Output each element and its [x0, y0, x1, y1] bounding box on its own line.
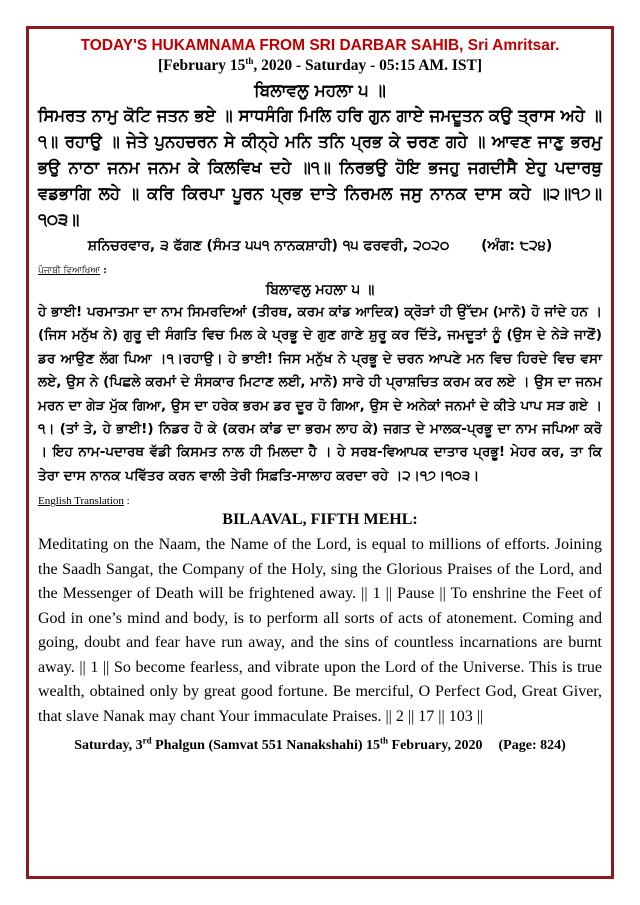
footer-date	[38, 735, 602, 757]
gurmukhi-text: ਸਿਮਰਤ ਨਾਮੁ ਕੋਟਿ ਜਤਨ ਭਏ ॥ ਸਾਧਸੰਗਿ ਮਿਲਿ ਹਰਿ ਗੁਨ ਗਾਏ ਜਮਦੂਤਨ ਕਉ ਤ੍ਰਾਸ ਅਹੇ ॥੧॥ ਰਹਾਉ ॥ ਜੇਤੇ ਪੁਨਹਚਰਨ ਸੇ ਕੀਨ੍ਹੇ ਮਨਿ ਤਨਿ ਪ੍ਰਭ ਕੇ ਚਰਣ ਗਹੇ ॥ ਆਵਣ ਜਾਣੁ ਭਰਮੁ ਭਉ ਨਾਠਾ ਜਨਮ ਜਨਮ ਕੇ ਕਿਲਵਿਖ ਦਹੇ ॥੧॥ ਨਿਰਭਉ ਹੋਇ ਭਜਹੁ ਜਗਦੀਸੈ ਏਹੁ ਪਦਾਰਥੁ ਵਡਭਾਗਿ ਲਹੇ ॥ ਕਰਿ ਕਿਰਪਾ ਪੂਰਨ ਪ੍ਰਭ ਦਾਤੇ ਨਿਰਮਲ ਜਸੁ ਨਾਨਕ ਦਾਸ ਕਹੇ ॥੨॥੧੭॥੧੦੩॥	[38, 106, 602, 229]
date-subtitle-pre: [February 15	[157, 57, 246, 74]
footer-post: February, 2020	[388, 738, 483, 754]
punjabi-label-text: ਪੰਜਾਬੀ ਵਿਆਖਿਆ	[38, 266, 101, 276]
footer-mid: Phalgun (Samvat 551 Nanakshahi) 15	[151, 738, 380, 754]
punjabi-heading: ਬਿਲਾਵਲੁ ਮਹਲਾ ੫ ॥	[265, 282, 375, 298]
punjabi-section-label	[38, 265, 602, 277]
gurmukhi-dateline	[38, 235, 602, 257]
english-translation: Meditating on the Naam, the Name of the Lord, is equal to millions of efforts. Joining the Saadh Sangat, the Company of the Holy, sing the Glorious Praises of the Lord, and the Messenger of Death will be frightened away. || 1 || Pause || To enshrine the Feet of God in one’s mind and body, is to perform all sorts of acts of atonement. Coming and going, doubt and fear have run away, and the sins of countless incarnations are burnt away. || 1 || So become fearless, and vibrate upon the Lord of the Universe. This is true wealth, obtained only by great good fortune. Be merciful, O Perfect God, Great Giver, that slave Nanak may chant Your immaculate Praises. || 2 || 17 || 103 ||	[38, 536, 602, 725]
page-title: TODAY'S HUKAMNAMA FROM SRI DARBAR SAHIB, Sri Amritsar.	[80, 37, 560, 54]
hukamnama-document	[38, 32, 602, 757]
footer-sup2: th	[380, 735, 389, 746]
footer-pre: Saturday, 3	[74, 738, 143, 754]
footer-page-number: (Page: 824)	[498, 738, 566, 754]
gurmukhi-date: ਸ਼ਨਿਚਰਵਾਰ, ੩ ਫੱਗਣ (ਸੰਮਤ ੫੫੧ ਨਾਨਕਸ਼ਾਹੀ) ੧੫ ਫਰਵਰੀ, ੨੦੨੦	[87, 238, 450, 254]
punjabi-label-suffix: :	[100, 266, 107, 276]
english-label-suffix: :	[123, 495, 130, 508]
date-subtitle-sup: th	[245, 55, 254, 66]
gurmukhi-heading: ਬਿਲਾਵਲੁ ਮਹਲਾ ੫ ॥	[254, 81, 386, 101]
punjabi-explanation: ਹੇ ਭਾਈ! ਪਰਮਾਤਮਾ ਦਾ ਨਾਮ ਸਿਮਰਦਿਆਂ (ਤੀਰਥ, ਕਰਮ ਕਾਂਡ ਆਦਿਕ) ਕ੍ਰੋੜਾਂ ਹੀ ਉੱਦਮ (ਮਾਨੋ) ਹੋ ਜਾਂਦੇ ਹਨ । (ਜਿਸ ਮਨੁੱਖ ਨੇ) ਗੁਰੂ ਦੀ ਸੰਗਤਿ ਵਿਚ ਮਿਲ ਕੇ ਪ੍ਰਭੂ ਦੇ ਗੁਣ ਗਾਣੇ ਸ਼ੁਰੂ ਕਰ ਦਿੱਤੇ, ਜਮਦੂਤਾਂ ਨੂੰ (ਉਸ ਦੇ ਨੇੜੇ ਜਾਣੋਂ) ਡਰ ਆਉਣ ਲੱਗ ਪਿਆ ।੧।ਰਹਾਉ। ਹੇ ਭਾਈ! ਜਿਸ ਮਨੁੱਖ ਨੇ ਪ੍ਰਭੂ ਦੇ ਚਰਨ ਆਪਣੇ ਮਨ ਵਿਚ ਹਿਰਦੇ ਵਿਚ ਵਸਾ ਲਏ, ਉਸ ਨੇ (ਪਿਛਲੇ ਕਰਮਾਂ ਦੇ ਸੰਸਕਾਰ ਮਿਟਾਣ ਲਈ, ਮਾਨੋ) ਸਾਰੇ ਹੀ ਪ੍ਰਾਸ਼ਚਿਤ ਕਰਮ ਕਰ ਲਏ । ਉਸ ਦਾ ਜਨਮ ਮਰਨ ਦਾ ਗੇੜ ਮੁੱਕ ਗਿਆ, ਉਸ ਦਾ ਹਰੇਕ ਭਰਮ ਡਰ ਦੂਰ ਹੋ ਗਿਆ, ਉਸ ਦੇ ਅਨੇਕਾਂ ਜਨਮਾਂ ਦੇ ਕੀਤੇ ਪਾਪ ਸੜ ਗਏ ।੧। (ਤਾਂ ਤੇ, ਹੇ ਭਾਈ!) ਨਿਡਰ ਹੋ ਕੇ (ਕਰਮ ਕਾਂਡ ਦਾ ਭਰਮ ਲਾਹ ਕੇ) ਜਗਤ ਦੇ ਮਾਲਕ-ਪ੍ਰਭੂ ਦਾ ਨਾਮ ਜਪਿਆ ਕਰੋ । ਇਹ ਨਾਮ-ਪਦਾਰਥ ਵੱਡੀ ਕਿਸਮਤ ਨਾਲ ਹੀ ਮਿਲਦਾ ਹੈ । ਹੇ ਸਰਬ-ਵਿਆਪਕ ਦਾਤਾਰ ਪ੍ਰਭੂ! ਮੇਹਰ ਕਰ, ਤਾ ਕਿ ਤੇਰਾ ਦਾਸ ਨਾਨਕ ਪਵਿੱਤਰ ਕਰਨ ਵਾਲੀ ਤੇਰੀ ਸਿਫ਼ਤਿ-ਸਾਲਾਹ ਕਰਦਾ ਰਹੇ ।੨।੧੭।੧੦੩।	[38, 304, 602, 484]
date-subtitle	[38, 56, 602, 76]
english-heading: BILAAVAL, FIFTH MEHL:	[222, 511, 418, 529]
date-subtitle-post: , 2020 - Saturday - 05:15 AM. IST]	[253, 57, 483, 74]
gurmukhi-ang: (ਅੰਗ: ੮੨੪)	[481, 238, 553, 254]
english-label-text: English Translation	[38, 495, 124, 508]
english-section-label	[38, 494, 602, 508]
footer-sup1: rd	[142, 735, 152, 746]
